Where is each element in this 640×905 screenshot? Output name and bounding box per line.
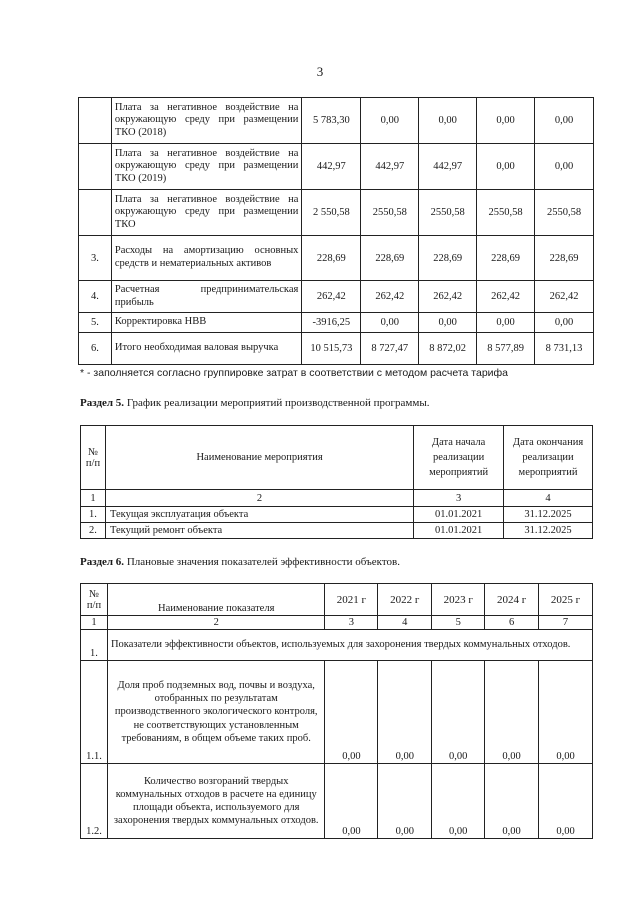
table-row (81, 764, 593, 839)
column-header: Наименование показателя (107, 584, 325, 616)
activity-name: Текущая эксплуатация объекта (105, 507, 413, 523)
indicator-name: Доля проб подземных вод, почвы и воздуха, отобранных по результатам производственного экологического контроля, не соответствующих установленным требованиям, в общем объеме таких проб. (107, 661, 325, 764)
row-description: Расчетная предпринимательская прибыль (111, 281, 301, 313)
table-row (81, 661, 593, 764)
value-cell: 0,00 (535, 313, 594, 333)
index-cell: 6 (485, 616, 539, 630)
value-cell: 2 550,58 (302, 190, 361, 236)
value-cell: 262,42 (535, 281, 594, 313)
page-number: 3 (316, 64, 324, 79)
value-cell: 8 731,13 (535, 333, 594, 365)
value-cell: 0,00 (432, 764, 485, 839)
value-cell: -3916,25 (302, 313, 361, 333)
value-cell: 0,00 (477, 98, 535, 144)
value-cell: 442,97 (361, 144, 419, 190)
value-cell: 228,69 (302, 236, 361, 281)
table-row (79, 313, 594, 333)
table-row (79, 144, 594, 190)
section-label: Раздел 6. (80, 556, 125, 568)
section-title: Плановые значения показателей эффективности объектов. (126, 556, 400, 568)
value-cell: 228,69 (419, 236, 477, 281)
index-cell: 2 (105, 490, 413, 507)
start-date: 01.01.2021 (414, 523, 504, 539)
footnote: * - заполняется согласно группировке затрат в соответствии с методом расчета тарифа (80, 367, 509, 379)
row-description: Плата за негативное воздействие на окружающую среду при размещении ТКО (111, 190, 301, 236)
row-number: 1. (81, 507, 106, 523)
year-header: 2023 г (432, 584, 485, 616)
header-row (81, 426, 593, 490)
value-cell: 2550,58 (477, 190, 535, 236)
row-description: Плата за негативное воздействие на окружающую среду при размещении ТКО (2018) (111, 98, 301, 144)
value-cell: 0,00 (325, 661, 378, 764)
value-cell: 8 872,02 (419, 333, 477, 365)
row-description: Расходы на амортизацию основных средств и нематериальных активов (111, 236, 301, 281)
value-cell: 0,00 (361, 313, 419, 333)
value-cell: 0,00 (361, 98, 419, 144)
header-row (81, 584, 593, 616)
index-row (81, 616, 593, 630)
value-cell: 2550,58 (361, 190, 419, 236)
section6-heading (80, 556, 400, 568)
value-cell: 262,42 (419, 281, 477, 313)
value-cell: 2550,58 (419, 190, 477, 236)
index-cell: 1 (81, 490, 106, 507)
row-number: 3. (79, 236, 112, 281)
activity-name: Текущий ремонт объекта (105, 523, 413, 539)
row-number: 1.2. (81, 764, 108, 839)
column-header: Дата начала реализации мероприятий (414, 426, 504, 490)
index-cell: 3 (325, 616, 378, 630)
value-cell: 0,00 (378, 764, 432, 839)
section-label: Раздел 5. (80, 397, 125, 409)
value-cell: 0,00 (539, 661, 593, 764)
index-cell: 2 (107, 616, 325, 630)
index-cell: 5 (432, 616, 485, 630)
column-header: № п/п (81, 584, 108, 616)
value-cell: 0,00 (432, 661, 485, 764)
index-cell: 1 (81, 616, 108, 630)
index-cell: 4 (504, 490, 593, 507)
table-row (79, 281, 594, 313)
start-date: 01.01.2021 (414, 507, 504, 523)
column-header: Дата окончания реализации мероприятий (504, 426, 593, 490)
end-date: 31.12.2025 (504, 523, 593, 539)
table-row (79, 98, 594, 144)
indicators-table (80, 583, 593, 839)
value-cell: 0,00 (477, 144, 535, 190)
value-cell: 0,00 (539, 764, 593, 839)
row-description: Итого необходимая валовая выручка (111, 333, 301, 365)
group-title: Показатели эффективности объектов, используемых для захоронения твердых коммунальных отходов. (107, 630, 592, 661)
section5-heading (80, 397, 429, 409)
index-cell: 7 (539, 616, 593, 630)
value-cell: 8 727,47 (361, 333, 419, 365)
value-cell: 262,42 (361, 281, 419, 313)
row-description: Корректировка НВВ (111, 313, 301, 333)
value-cell: 5 783,30 (302, 98, 361, 144)
value-cell: 0,00 (485, 661, 539, 764)
value-cell: 262,42 (477, 281, 535, 313)
column-header: № п/п (81, 426, 106, 490)
value-cell: 442,97 (419, 144, 477, 190)
table-row (81, 523, 593, 539)
value-cell: 0,00 (535, 144, 594, 190)
value-cell: 0,00 (325, 764, 378, 839)
row-description: Плата за негативное воздействие на окружающую среду при размещении ТКО (2019) (111, 144, 301, 190)
costs-table (78, 97, 594, 365)
index-cell: 3 (414, 490, 504, 507)
value-cell: 0,00 (419, 313, 477, 333)
table-row (79, 333, 594, 365)
value-cell: 262,42 (302, 281, 361, 313)
year-header: 2021 г (325, 584, 378, 616)
row-number: 4. (79, 281, 112, 313)
row-number (79, 98, 112, 144)
value-cell: 228,69 (535, 236, 594, 281)
row-number (79, 190, 112, 236)
table-row (81, 507, 593, 523)
index-cell: 4 (378, 616, 432, 630)
value-cell: 228,69 (361, 236, 419, 281)
table-row (79, 190, 594, 236)
column-header: Наименование мероприятия (105, 426, 413, 490)
value-cell: 442,97 (302, 144, 361, 190)
value-cell: 0,00 (477, 313, 535, 333)
group-row (81, 630, 593, 661)
row-number: 1.1. (81, 661, 108, 764)
end-date: 31.12.2025 (504, 507, 593, 523)
year-header: 2025 г (539, 584, 593, 616)
row-number: 1. (81, 630, 108, 661)
row-number (79, 144, 112, 190)
year-header: 2024 г (485, 584, 539, 616)
value-cell: 2550,58 (535, 190, 594, 236)
value-cell: 0,00 (485, 764, 539, 839)
schedule-table (80, 425, 593, 539)
value-cell: 8 577,89 (477, 333, 535, 365)
index-row (81, 490, 593, 507)
value-cell: 10 515,73 (302, 333, 361, 365)
row-number: 2. (81, 523, 106, 539)
value-cell: 0,00 (378, 661, 432, 764)
indicator-name: Количество возгораний твердых коммунальных отходов в расчете на единицу площади объекта, используемого для захоронения твердых коммунальных отходов. (107, 764, 325, 839)
value-cell: 0,00 (419, 98, 477, 144)
row-number: 6. (79, 333, 112, 365)
section-title: График реализации мероприятий производственной программы. (126, 397, 430, 409)
value-cell: 228,69 (477, 236, 535, 281)
row-number: 5. (79, 313, 112, 333)
value-cell: 0,00 (535, 98, 594, 144)
table-row (79, 236, 594, 281)
year-header: 2022 г (378, 584, 432, 616)
